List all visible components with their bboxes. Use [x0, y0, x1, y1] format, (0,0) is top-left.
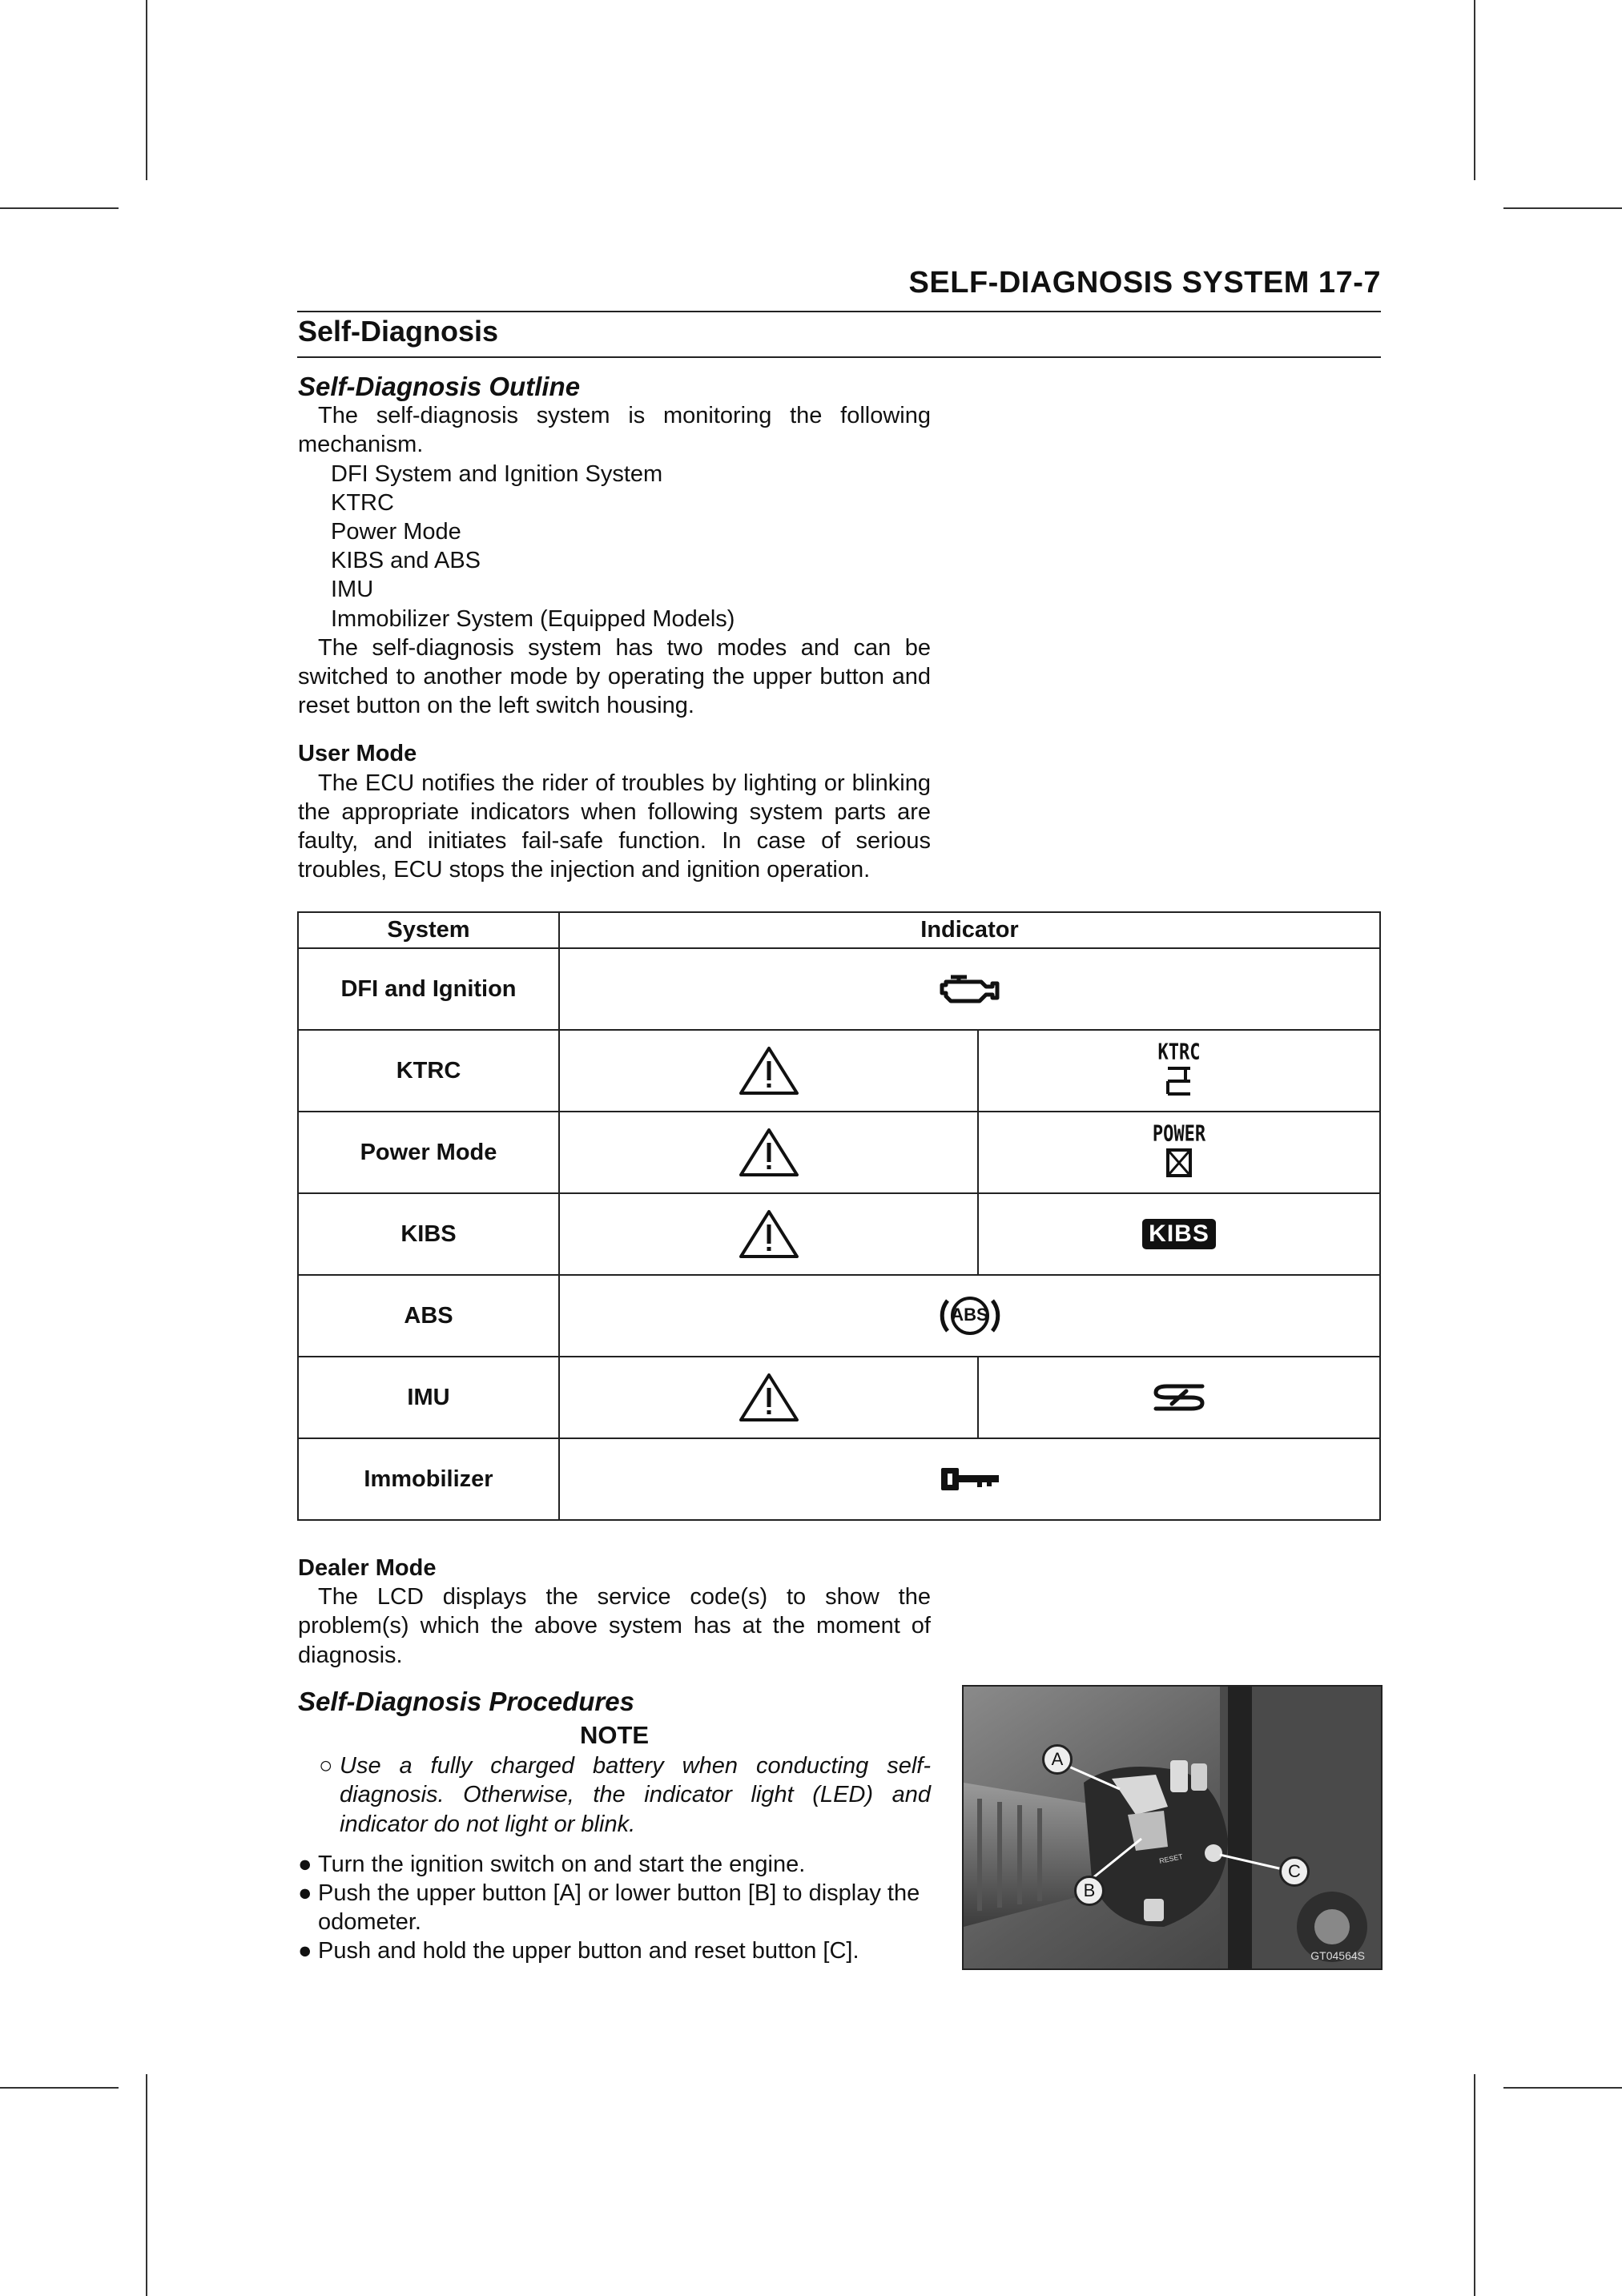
ktrc-icon	[1157, 1039, 1201, 1097]
list-item: Power Mode	[331, 519, 461, 545]
list-item: KTRC	[331, 489, 394, 516]
list-item: ● Push the upper button [A] or lower button [B] to display the odometer.	[298, 1880, 920, 1936]
power-digit-icon	[1165, 1147, 1193, 1179]
crop-mark	[1503, 2087, 1622, 2089]
list-item: Immobilizer System (Equipped Models)	[331, 605, 735, 632]
indicator-cell	[559, 1438, 1380, 1520]
user-mode-heading: User Mode	[298, 741, 417, 767]
dealer-mode-text: The LCD displays the service code(s) to show the problem(s) which the above system has at the moment of diagnosis.	[298, 1584, 931, 1668]
power-label: POWER	[1152, 1121, 1206, 1147]
table-row	[298, 1193, 1380, 1275]
list-item: IMU	[331, 577, 374, 603]
system-cell: Immobilizer	[298, 1438, 559, 1520]
indicator-cell	[978, 1030, 1380, 1112]
crop-mark	[0, 207, 119, 209]
indicator-cell	[978, 1112, 1380, 1193]
crop-mark	[146, 0, 147, 180]
table-header-system: System	[298, 912, 559, 948]
indicator-cell	[559, 1357, 978, 1438]
indicator-cell	[978, 1357, 1380, 1438]
abs-label: ABS	[951, 1305, 988, 1325]
indicator-cell	[559, 948, 1380, 1030]
crop-mark	[1474, 0, 1475, 180]
system-cell: Power Mode	[298, 1112, 559, 1193]
header-rule	[297, 311, 1381, 312]
section-rule	[297, 356, 1381, 358]
table-header-indicator: Indicator	[559, 912, 1380, 948]
outline-heading: Self-Diagnosis Outline	[298, 372, 581, 401]
modes-text: The self-diagnosis system has two modes and can be switched to another mode by operating the upper button and reset button on the left switch housing.	[298, 634, 931, 719]
callout-a: A	[1042, 1744, 1073, 1775]
note-text: ○ Use a fully charged battery when conducting self-diagnosis. Otherwise, the indicator light (LED) and indicator do not light or blink.	[298, 1751, 931, 1839]
callout-b: B	[1074, 1876, 1105, 1906]
list-item: ● Push and hold the upper button and reset button [C].	[298, 1938, 859, 1964]
indicator-cell	[978, 1193, 1380, 1275]
system-cell: KTRC	[298, 1030, 559, 1112]
switch-housing-photo	[964, 1687, 1381, 1968]
reset-label: RESET	[1158, 1852, 1184, 1866]
crop-mark	[146, 2074, 147, 2296]
step-text: Turn the ignition switch on and start the engine.	[318, 1851, 806, 1877]
table-row	[298, 948, 1380, 1030]
outline-block	[298, 372, 931, 884]
outline-list	[298, 460, 931, 633]
indicator-cell	[559, 1193, 978, 1275]
system-cell: KIBS	[298, 1193, 559, 1275]
indicator-table	[297, 911, 1381, 1521]
table-row	[298, 1030, 1380, 1112]
crop-mark	[1503, 207, 1622, 209]
crop-mark	[0, 2087, 119, 2089]
system-cell: IMU	[298, 1357, 559, 1438]
outline-intro: The self-diagnosis system is monitoring the following mechanism.	[298, 403, 931, 458]
switch-housing-figure	[962, 1685, 1383, 1970]
step-text: Push the upper button [A] or lower button [B] to display the odometer.	[318, 1880, 920, 1936]
abs-icon	[938, 1289, 1002, 1342]
warning-triangle-icon	[739, 1372, 799, 1423]
list-item: DFI System and Ignition System	[331, 460, 663, 487]
table-row	[298, 1275, 1380, 1357]
ktrc-label: KTRC	[1157, 1039, 1201, 1065]
crop-mark	[1474, 2074, 1475, 2296]
callout-c: C	[1279, 1856, 1310, 1887]
ktrc-digit-icon	[1161, 1065, 1197, 1097]
power-mode-icon	[1152, 1121, 1206, 1179]
indicator-cell	[559, 1112, 978, 1193]
table-header-row	[298, 912, 1380, 948]
engine-warning-icon	[940, 971, 1000, 1007]
warning-triangle-icon	[739, 1127, 799, 1178]
figure-code: GT04564S	[1310, 1949, 1365, 1962]
dealer-block	[298, 1554, 931, 1966]
system-cell: ABS	[298, 1275, 559, 1357]
indicator-cell	[559, 1030, 978, 1112]
kibs-icon: KIBS	[1142, 1219, 1216, 1249]
step-text: Push and hold the upper button and reset button [C].	[318, 1938, 859, 1964]
imu-icon	[1149, 1381, 1209, 1413]
table-row	[298, 1438, 1380, 1520]
user-mode-text: The ECU notifies the rider of troubles by lighting or blinking the appropriate indicators when following system parts are faulty, and initiates fail-safe function. In case of serious troubles, ECU stops the injection and ignition operation.	[298, 770, 931, 883]
list-item: KIBS and ABS	[331, 548, 481, 574]
section-title: Self-Diagnosis	[298, 315, 499, 348]
warning-triangle-icon	[739, 1045, 799, 1096]
note-title: NOTE	[579, 1721, 650, 1750]
table-row	[298, 1112, 1380, 1193]
list-item: ● Turn the ignition switch on and start the engine.	[298, 1851, 806, 1877]
dealer-mode-heading: Dealer Mode	[298, 1555, 437, 1581]
system-cell: DFI and Ignition	[298, 948, 559, 1030]
procedures-heading: Self-Diagnosis Procedures	[298, 1686, 634, 1716]
key-icon	[939, 1466, 1001, 1493]
warning-triangle-icon	[739, 1208, 799, 1260]
table-row	[298, 1357, 1380, 1438]
page-header-title: SELF-DIAGNOSIS SYSTEM 17-7	[908, 266, 1381, 300]
indicator-cell	[559, 1275, 1380, 1357]
